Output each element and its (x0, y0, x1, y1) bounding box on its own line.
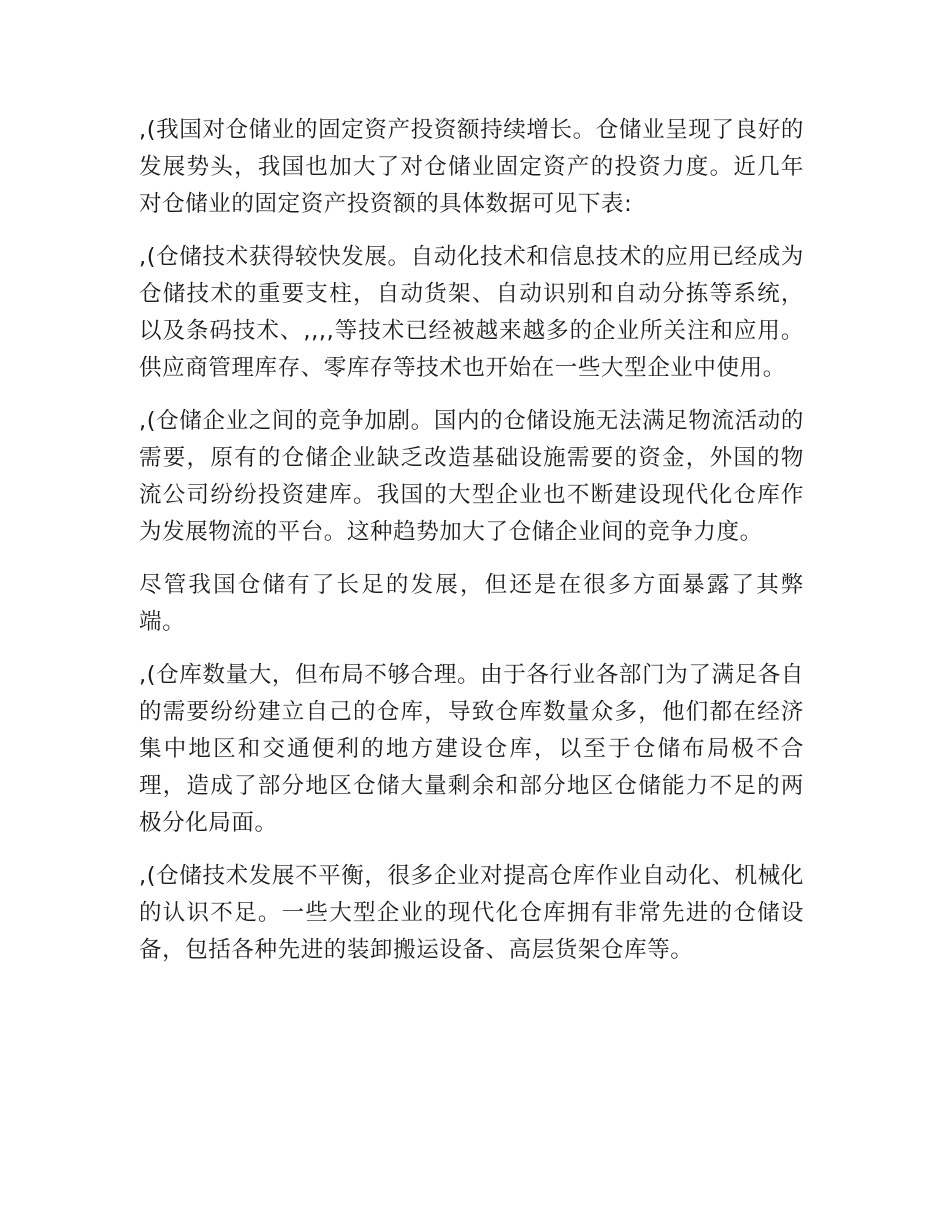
paragraph-technology-imbalance: ,(仓储技术发展不平衡，很多企业对提高仓库作业自动化、机械化的认识不足。一些大型企业的现代化仓库拥有非常先进的仓储设备，包括各种先进的装卸搬运设备、高层货架仓库等。 (139, 863, 804, 963)
document-body (139, 112, 804, 985)
paragraph-storage-technology: ,(仓储技术获得较快发展。自动化技术和信息技术的应用已经成为仓储技术的重要支柱，自动货架、自动识别和自动分拣等系统，以及条码技术、,,,,等技术已经被越来越多的企业所关注和应用。供应商管理库存、零库存等技术也开始在一些大型企业中使用。 (139, 244, 804, 381)
paragraph-drawbacks-intro: 尽管我国仓储有了长足的发展，但还是在很多方面暴露了其弊端。 (139, 572, 804, 635)
paragraph-investment-growth: ,(我国对仓储业的固定资产投资额持续增长。仓储业呈现了良好的发展势头，我国也加大了对仓储业固定资产的投资力度。近几年对仓储业的固定资产投资额的具体数据可见下表: (139, 117, 804, 217)
paragraph-competition: ,(仓储企业之间的竞争加剧。国内的仓储设施无法满足物流活动的需要，原有的仓储企业缺乏改造基础设施需要的资金，外国的物流公司纷纷投资建库。我国的大型企业也不断建设现代化仓库作为发展物流的平台。这种趋势加大了仓储企业间的竞争力度。 (139, 408, 804, 545)
paragraph-warehouse-layout: ,(仓库数量大，但布局不够合理。由于各行业各部门为了满足各自的需要纷纷建立自己的仓库，导致仓库数量众多，他们都在经济集中地区和交通便利的地方建设仓库，以至于仓储布局极不合理，造成了部分地区仓储大量剩余和部分地区仓储能力不足的两极分化局面。 (139, 662, 804, 836)
